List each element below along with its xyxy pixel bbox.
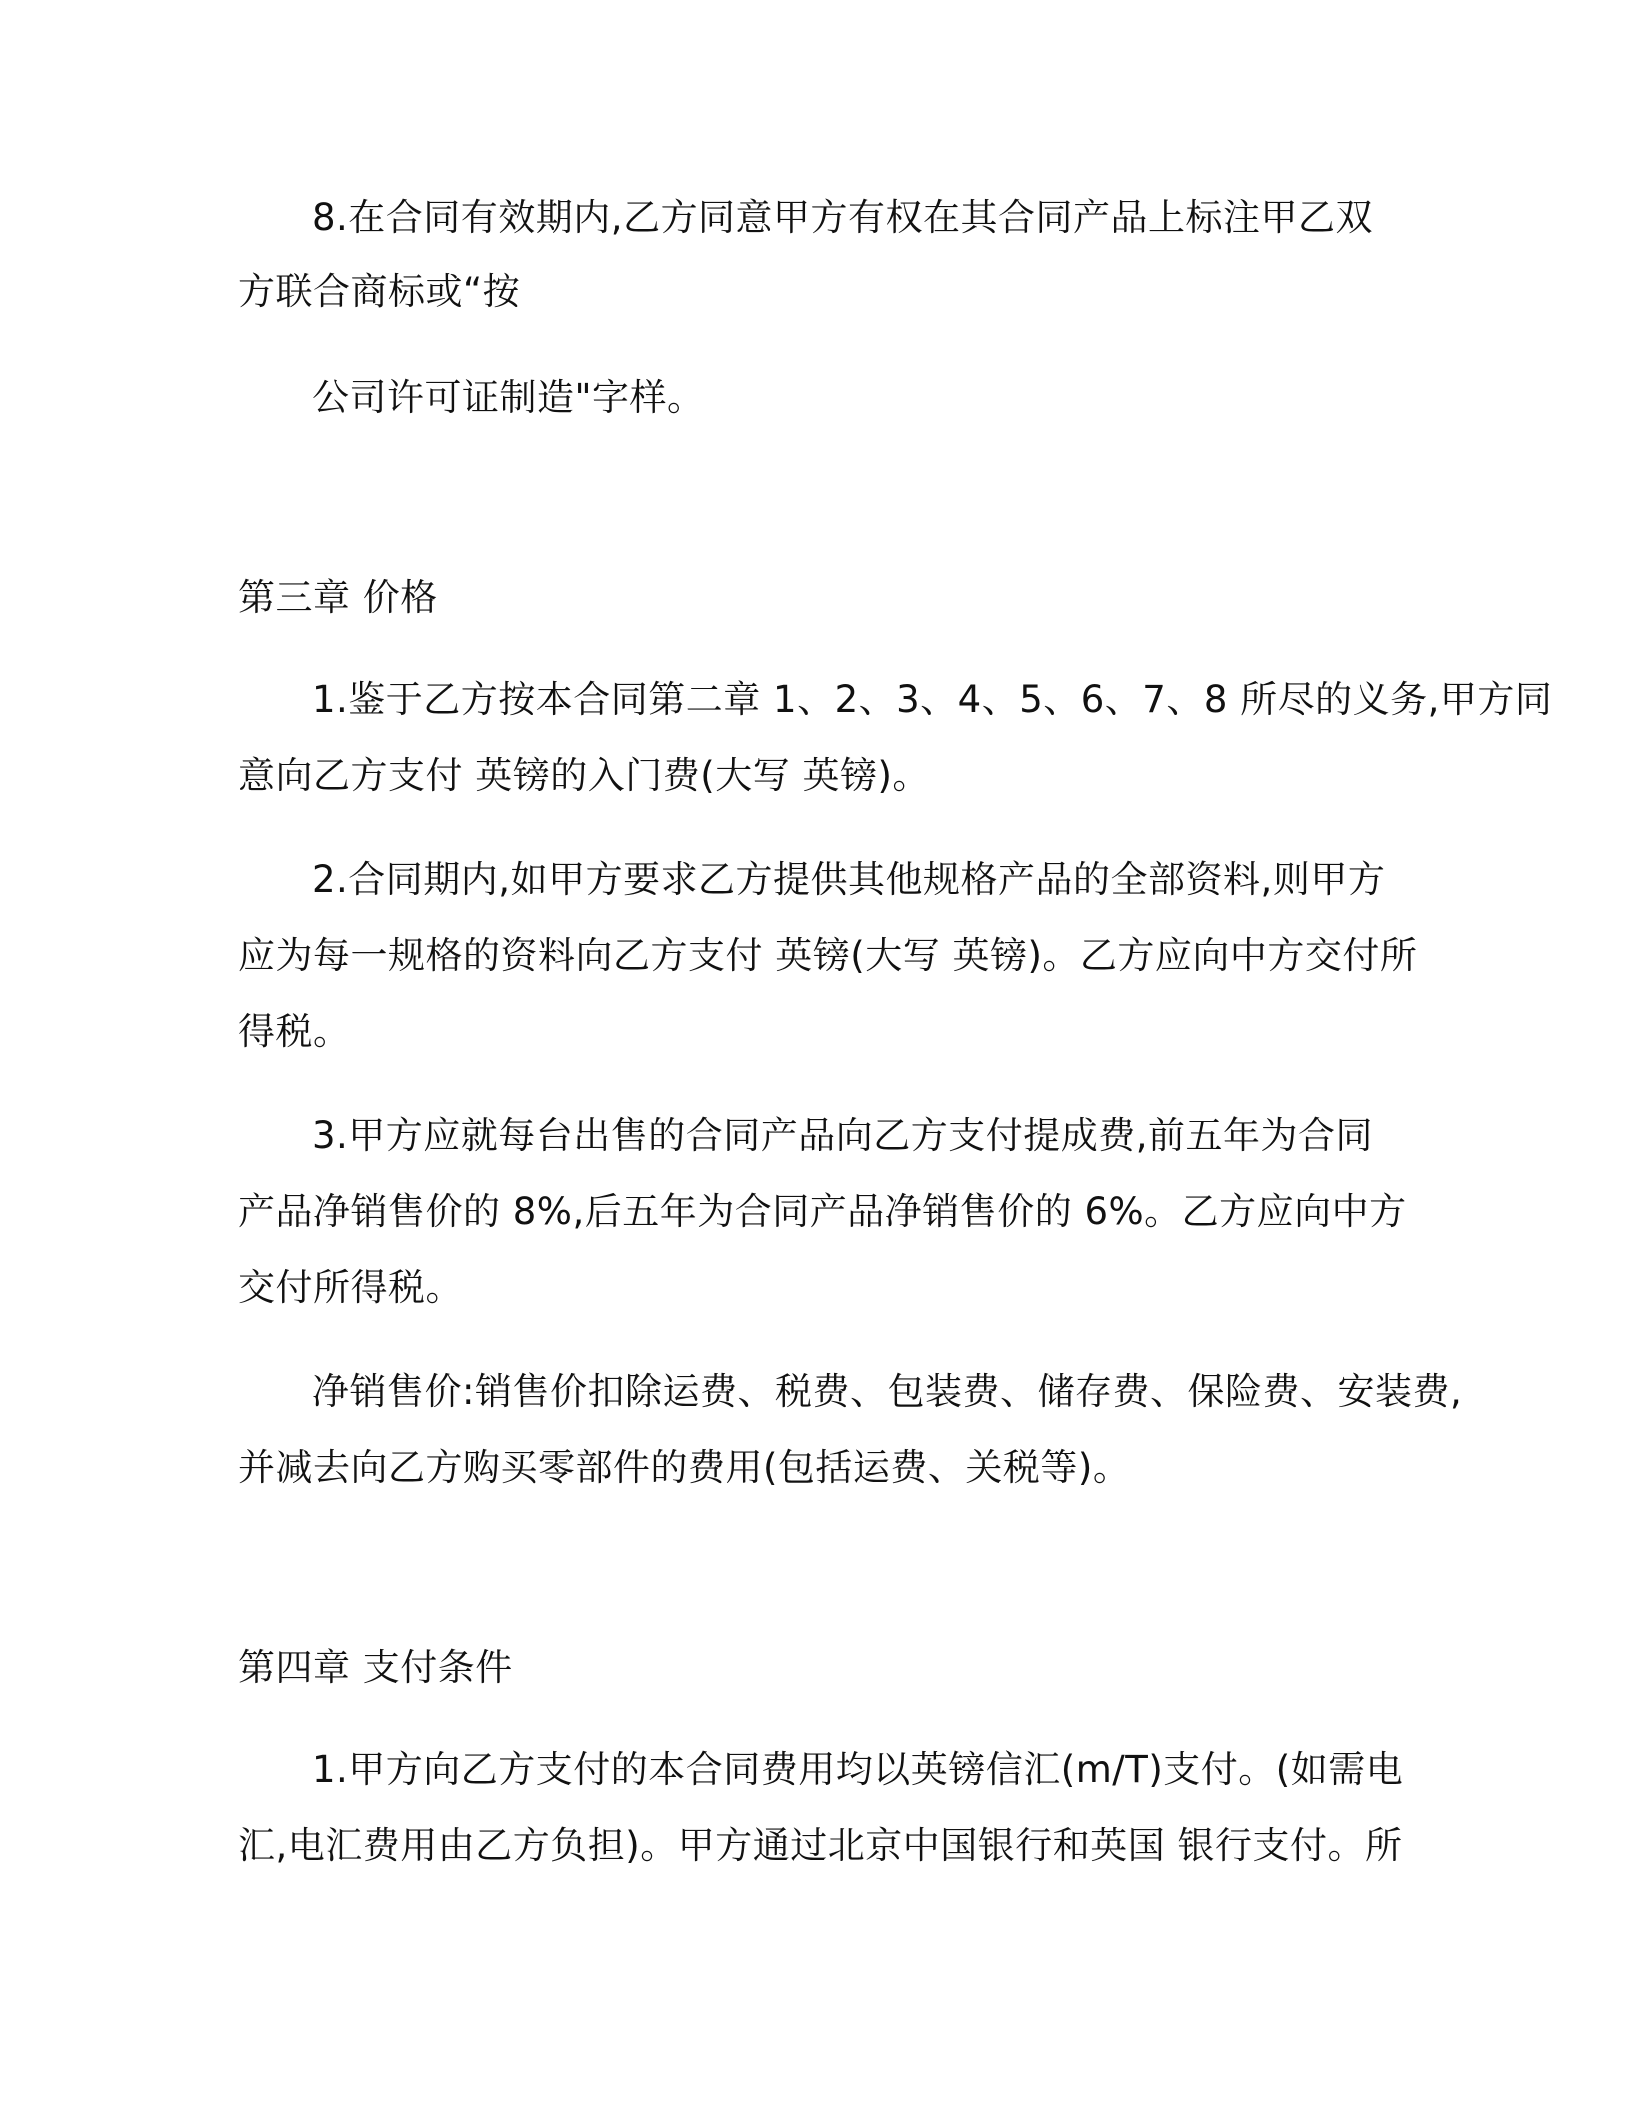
- clause-8-line-3: 公司许可证制造"字样。: [312, 376, 705, 419]
- ch3-item-3-line-2: 产品净销售价的 8%,后五年为合同产品净销售价的 6%。乙方应向中方: [238, 1190, 1407, 1233]
- chapter-4-heading: 第四章 支付条件: [238, 1646, 513, 1689]
- ch3-definition-line-1: 净销售价:销售价扣除运费、税费、包装费、储存费、保险费、安装费,: [312, 1370, 1463, 1413]
- ch3-item-2-line-1: 2.合同期内,如甲方要求乙方提供其他规格产品的全部资料,则甲方: [312, 858, 1386, 901]
- ch3-item-1-line-1: 1.鉴于乙方按本合同第二章 1、2、3、4、5、6、7、8 所尽的义务,甲方同: [312, 678, 1553, 721]
- ch3-item-3-line-3: 交付所得税。: [238, 1266, 463, 1309]
- ch3-item-1-line-2: 意向乙方支付 英镑的入门费(大写 英镑)。: [238, 754, 930, 797]
- ch3-item-3-line-1: 3.甲方应就每台出售的合同产品向乙方支付提成费,前五年为合同: [312, 1114, 1374, 1157]
- chapter-3-heading: 第三章 价格: [238, 576, 438, 619]
- ch4-item-1-line-1: 1.甲方向乙方支付的本合同费用均以英镑信汇(m/T)支付。(如需电: [312, 1748, 1404, 1791]
- ch3-item-2-line-3: 得税。: [238, 1010, 351, 1053]
- ch4-item-1-line-2: 汇,电汇费用由乙方负担)。甲方通过北京中国银行和英国 银行支付。所: [238, 1824, 1403, 1867]
- clause-8-line-2: 方联合商标或“按: [238, 270, 521, 313]
- clause-8-line-1: 8.在合同有效期内,乙方同意甲方有权在其合同产品上标注甲乙双: [312, 196, 1374, 239]
- ch3-definition-line-2: 并减去向乙方购买零部件的费用(包括运费、关税等)。: [238, 1446, 1131, 1489]
- ch3-item-2-line-2: 应为每一规格的资料向乙方支付 英镑(大写 英镑)。乙方应向中方交付所: [238, 934, 1418, 977]
